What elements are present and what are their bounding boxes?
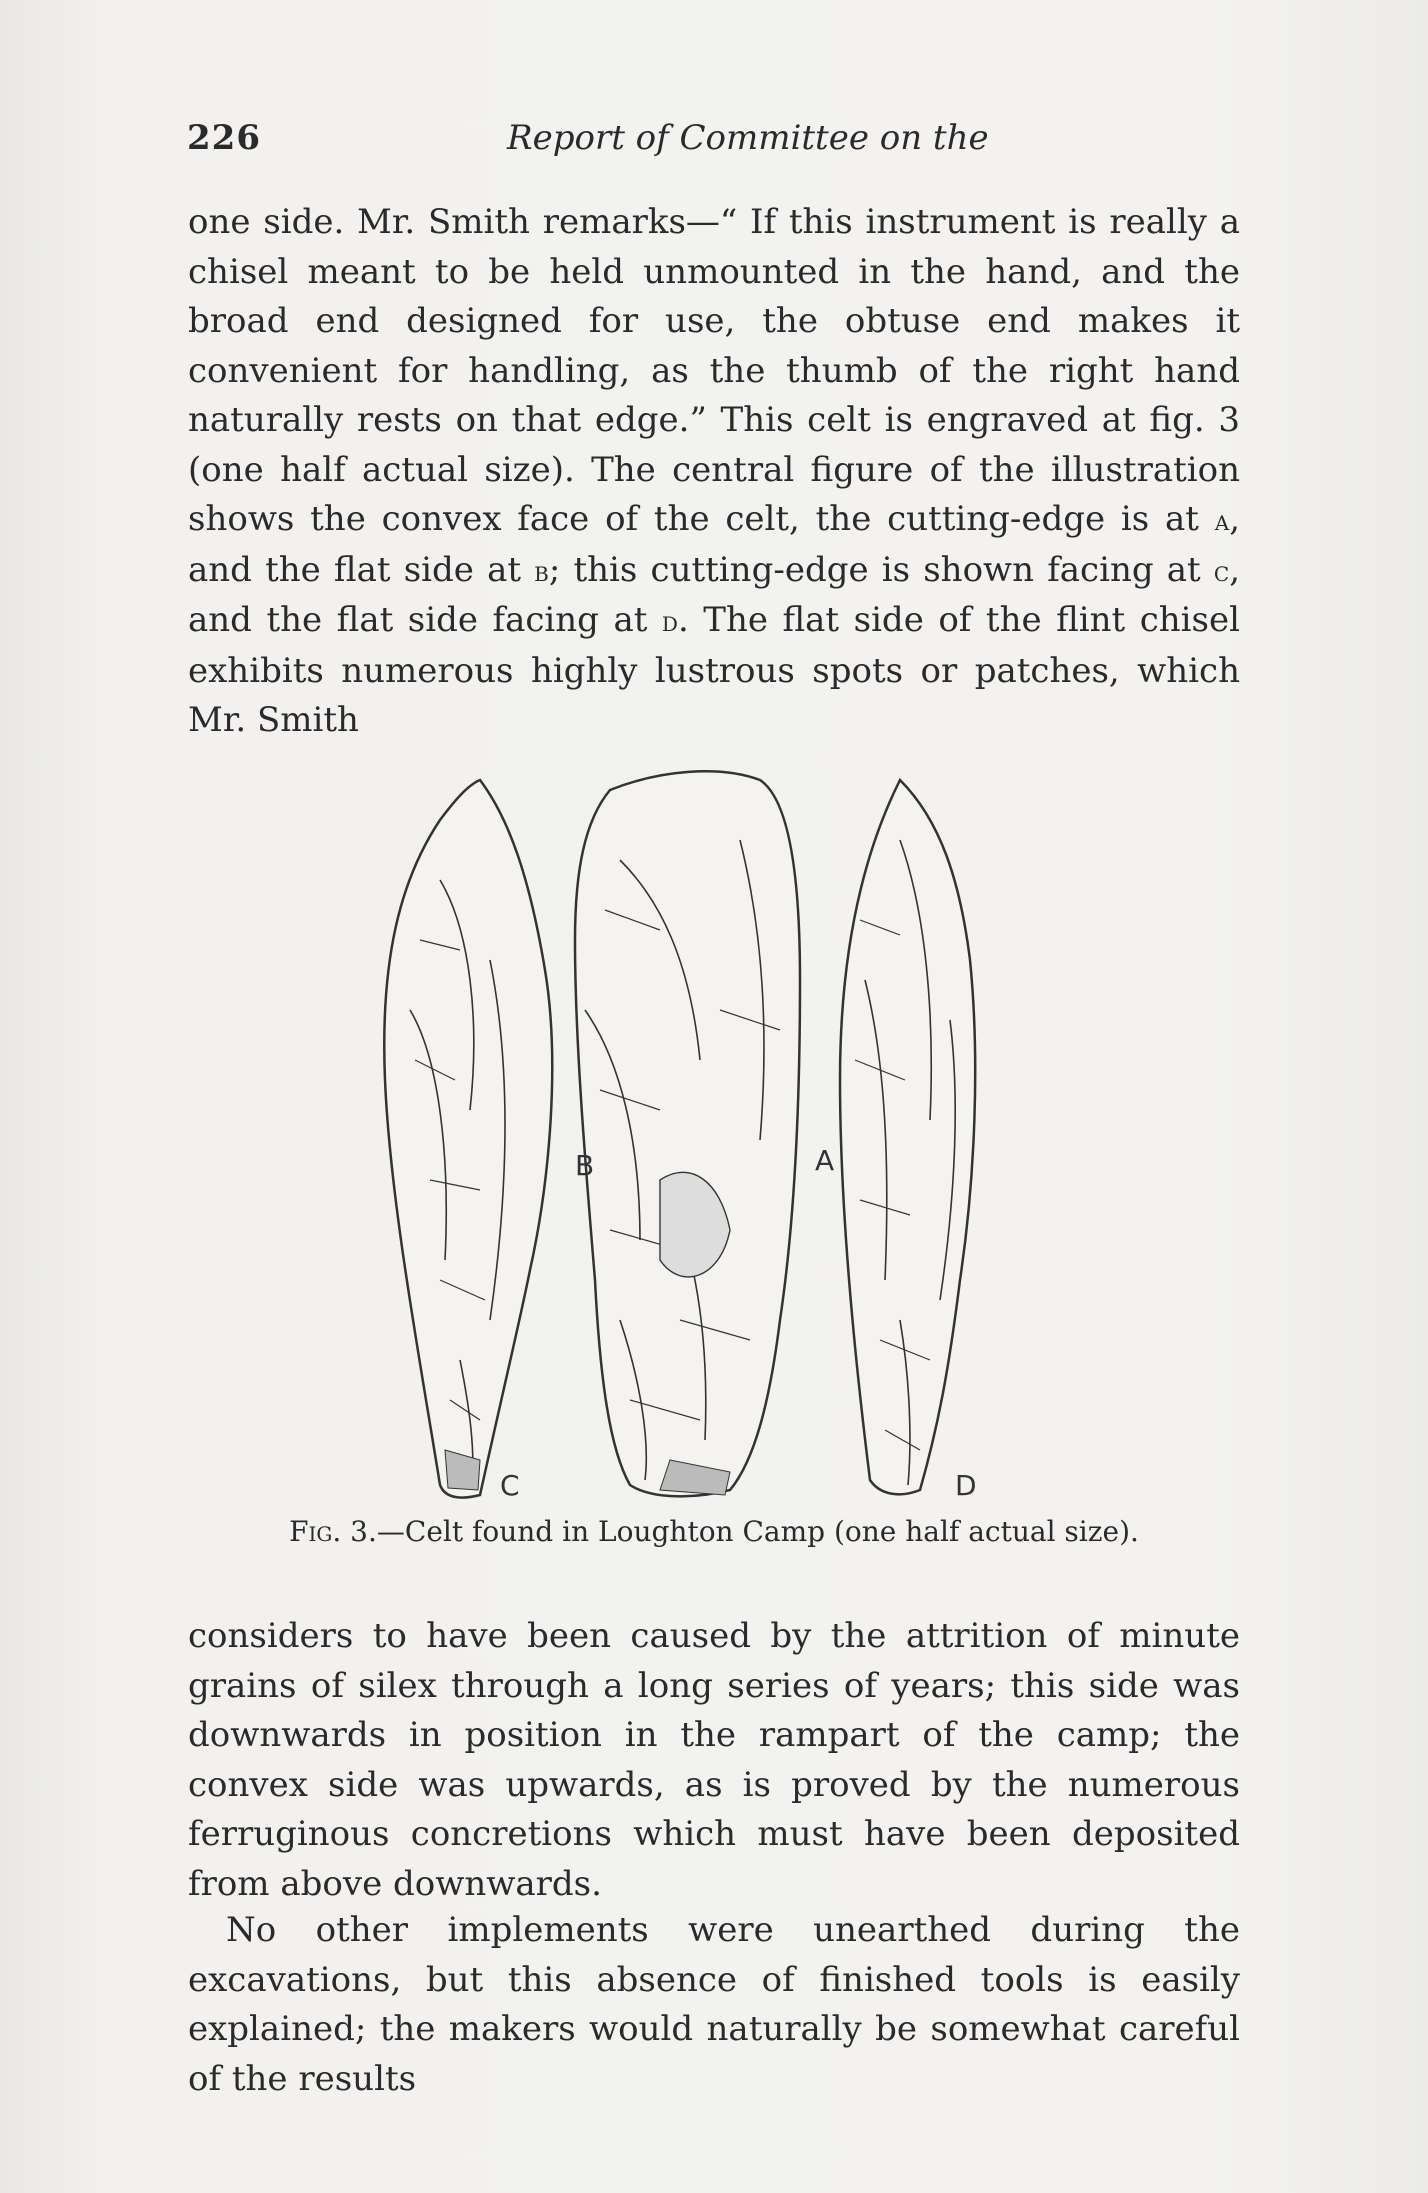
paragraph-top [188,198,1240,746]
figure-ref-b: b [534,554,549,588]
figure-ref-c: c [1213,554,1230,588]
text-run: , and the flat side at [188,499,1240,590]
figure-label-c: C [500,1469,520,1502]
page-number: 226 [187,118,261,158]
paragraph-next [188,1906,1240,2104]
paragraph-continuation [188,1612,1240,1909]
celt-illustration [360,760,1080,1510]
text-run: . The flat side of the flint chisel exhibits numerous highly lustrous spots or patches, which Mr. Smith [188,600,1240,740]
paragraph-text: No other implements were unearthed during the excavations, but this absence of finished tools is easily explained; the makers would naturally be somewhat careful of the results [188,1910,1240,2099]
celt-side-view-left [384,780,552,1498]
running-header [187,118,1247,162]
celt-engraving [360,760,1080,1510]
figure-caption-prefix: Fig. 3. [289,1515,377,1548]
figure-ref-d: d [661,605,678,638]
text-run: one side. Mr. Smith remarks—“ If this instrument is really a chisel meant to be held unmounted in the hand, and the broad end designed for use, the obtuse end makes it convenient for handling, as the thumb of the right hand naturally rests on that edge.” This celt is engraved at fig. 3 (one half actual size). The central figure of the illustration shows the convex face of the celt, the cutting-edge is at [188,202,1240,539]
text-run: ; this cutting-edge is shown facing at [548,549,1214,590]
running-title: Report of Committee on the [507,118,989,158]
figure-label-d: D [955,1469,977,1502]
celt-side-view-right [840,780,975,1494]
text-run: , and the flat side facing at [188,549,1241,640]
figure-caption [188,1515,1240,1548]
paragraph-text: considers to have been caused by the attrition of minute grains of silex through a long series of years; this side was downwards in position in the rampart of the camp; the convex side was upwards, as is proved by the numerous ferruginous concretions which must have been deposited from above downwards. [188,1616,1240,1904]
figure-label-a: A [815,1144,835,1177]
figure-label-b: B [575,1149,595,1182]
celt-convex-face [575,771,800,1496]
figure-caption-text: —Celt found in Loughton Camp (one half actual size). [376,1515,1139,1548]
figure-ref-a: a [1214,504,1230,537]
